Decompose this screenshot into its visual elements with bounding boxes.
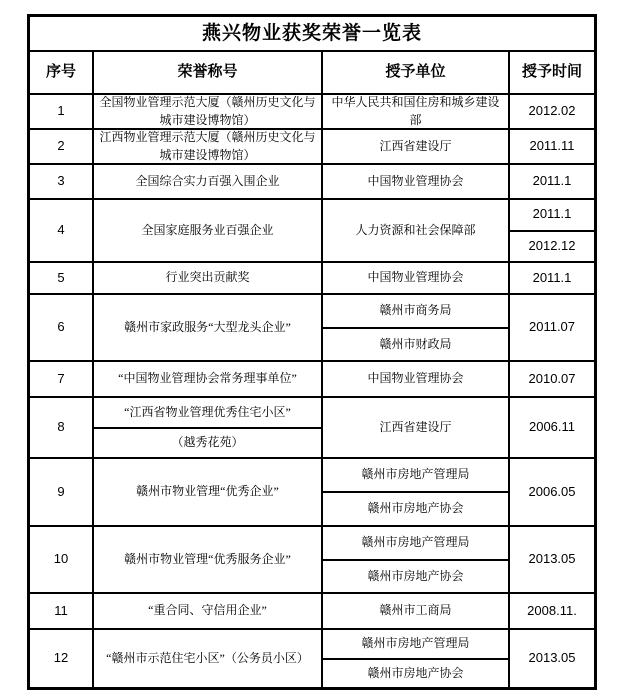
table-row [30,360,594,396]
table-row [30,592,594,628]
cell-unit: 赣州市房地产协会 [323,491,508,525]
col-header-honor: 荣誉称号 [94,52,323,93]
cell-honor-split [94,398,323,457]
cell-time: 2012.02 [528,103,576,119]
cell-time: 2011.1 [532,206,572,222]
cell-unit: 赣州市房地产协会 [323,559,508,593]
cell-time: 2011.1 [532,173,572,189]
table-title: 燕兴物业获奖荣誉一览表 [201,22,422,44]
header-row [30,50,594,93]
cell-no: 8 [30,398,94,457]
cell-time: 2012.12 [510,230,594,262]
cell-no: 7 [30,362,94,396]
cell-no: 3 [30,165,94,198]
cell-honor: “中国物业管理协会常务理事单位” [94,362,323,396]
cell-unit-split [323,295,510,360]
col-header-time: 授予时间 [521,63,582,80]
table-row [30,198,594,261]
table-row [30,128,594,163]
cell-unit: 中国物业管理协会 [323,165,510,198]
cell-time: 2011.11 [529,138,575,154]
cell-honor: 赣州市物业管理“优秀服务企业” [94,527,323,592]
col-header-no: 序号 [30,52,94,93]
cell-time: 2013.05 [528,650,576,666]
cell-honor: 行业突出贡献奖 [94,263,323,293]
cell-unit: 中国物业管理协会 [323,263,510,293]
cell-unit: 赣州市财政局 [323,327,508,361]
cell-no: 11 [30,594,94,628]
table-row [30,261,594,293]
cell-unit-split [323,630,510,687]
cell-honor: 全国家庭服务业百强企业 [94,200,323,261]
cell-no: 1 [30,95,94,128]
cell-honor: “赣州市示范住宅小区”（公务员小区） [94,630,323,687]
cell-honor: “重合同、守信用企业” [94,594,323,628]
table-row [30,628,594,687]
cell-no: 5 [30,263,94,293]
cell-unit-split [323,527,510,592]
cell-unit: 中华人民共和国住房和城乡建设部 [323,95,510,128]
cell-unit: 人力资源和社会保障部 [323,200,510,261]
cell-unit: 赣州市房地产协会 [323,658,508,688]
cell-time: 2011.1 [532,269,572,285]
cell-time: 2008.11. [527,602,577,618]
table-row [30,293,594,360]
table-row [30,163,594,198]
cell-time-split [510,200,594,261]
cell-honor: “江西省物业管理优秀住宅小区” [124,404,291,419]
cell-unit: 江西省建设厅 [323,398,510,457]
cell-honor: 全国综合实力百强入围企业 [94,165,323,198]
awards-table [27,14,597,690]
cell-time: 2006.05 [528,483,576,499]
title-row [30,17,594,50]
cell-unit: 赣州市房地产管理局 [361,467,470,482]
table-row [30,93,594,128]
cell-unit: 赣州市房地产管理局 [361,636,470,651]
cell-no: 9 [30,459,94,525]
cell-unit-split [323,459,510,525]
table-row [30,457,594,525]
cell-no: 10 [30,527,94,592]
cell-time: 2013.05 [528,551,576,567]
cell-honor: 赣州市物业管理“优秀企业” [94,459,323,525]
cell-no: 2 [30,130,94,163]
cell-honor: 江西物业管理示范大厦（赣州历史文化与城市建设博物馆） [94,130,323,163]
cell-no: 12 [30,630,94,687]
cell-honor: 全国物业管理示范大厦（赣州历史文化与城市建设博物馆） [94,95,323,128]
cell-unit: 赣州市房地产管理局 [361,535,470,550]
table-row [30,396,594,457]
table-row [30,525,594,592]
cell-no: 6 [30,295,94,360]
cell-honor: （越秀花苑） [94,427,321,458]
cell-unit: 中国物业管理协会 [323,362,510,396]
cell-time: 2011.07 [528,319,576,335]
cell-unit: 赣州市工商局 [323,594,510,628]
col-header-unit: 授予单位 [323,52,510,93]
cell-time: 2006.11 [528,419,576,435]
cell-honor: 赣州市家政服务“大型龙头企业” [94,295,323,360]
cell-no: 4 [30,200,94,261]
cell-time: 2010.07 [528,370,576,386]
cell-unit: 江西省建设厅 [323,130,510,163]
cell-unit: 赣州市商务局 [379,303,452,318]
